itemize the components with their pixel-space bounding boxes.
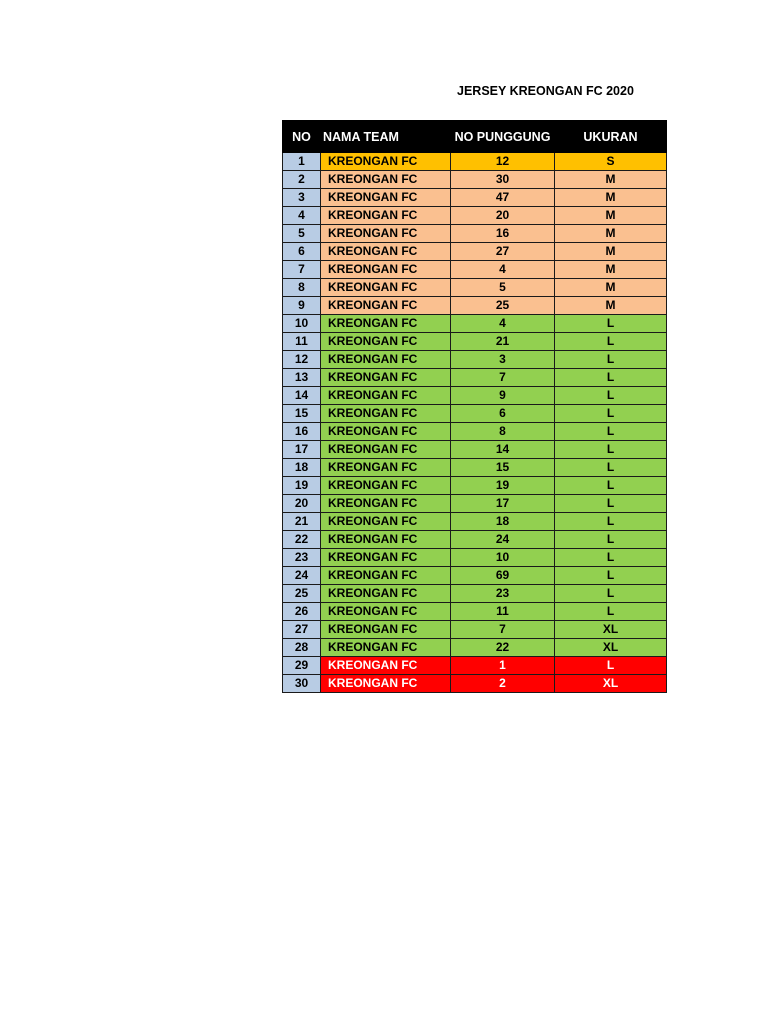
cell-number: 23 (451, 585, 555, 603)
cell-number: 3 (451, 351, 555, 369)
cell-size: L (555, 549, 667, 567)
cell-number: 69 (451, 567, 555, 585)
cell-number: 4 (451, 261, 555, 279)
cell-number: 17 (451, 495, 555, 513)
cell-no: 16 (283, 423, 321, 441)
cell-number: 16 (451, 225, 555, 243)
cell-number: 12 (451, 153, 555, 171)
cell-team: KREONGAN FC (321, 657, 451, 675)
cell-team: KREONGAN FC (321, 675, 451, 693)
cell-team: KREONGAN FC (321, 621, 451, 639)
cell-team: KREONGAN FC (321, 639, 451, 657)
cell-no: 15 (283, 405, 321, 423)
header-number: NO PUNGGUNG (451, 121, 555, 153)
cell-team: KREONGAN FC (321, 261, 451, 279)
cell-no: 30 (283, 675, 321, 693)
cell-number: 5 (451, 279, 555, 297)
cell-number: 11 (451, 603, 555, 621)
cell-size: L (555, 315, 667, 333)
cell-size: M (555, 243, 667, 261)
jersey-table (282, 120, 667, 693)
table-row (283, 207, 667, 225)
cell-no: 12 (283, 351, 321, 369)
table-row (283, 639, 667, 657)
table-row (283, 189, 667, 207)
cell-team: KREONGAN FC (321, 387, 451, 405)
cell-size: XL (555, 621, 667, 639)
cell-no: 20 (283, 495, 321, 513)
table-row (283, 333, 667, 351)
cell-no: 6 (283, 243, 321, 261)
cell-size: M (555, 189, 667, 207)
cell-number: 7 (451, 621, 555, 639)
cell-no: 4 (283, 207, 321, 225)
cell-number: 47 (451, 189, 555, 207)
table-header-row (283, 121, 667, 153)
cell-size: M (555, 207, 667, 225)
cell-no: 5 (283, 225, 321, 243)
table-row (283, 621, 667, 639)
cell-size: L (555, 585, 667, 603)
cell-no: 29 (283, 657, 321, 675)
cell-number: 22 (451, 639, 555, 657)
cell-no: 28 (283, 639, 321, 657)
cell-no: 14 (283, 387, 321, 405)
cell-size: S (555, 153, 667, 171)
cell-team: KREONGAN FC (321, 333, 451, 351)
table-row (283, 243, 667, 261)
cell-team: KREONGAN FC (321, 297, 451, 315)
table-row (283, 153, 667, 171)
cell-size: L (555, 423, 667, 441)
table-row (283, 297, 667, 315)
cell-size: XL (555, 675, 667, 693)
cell-size: L (555, 513, 667, 531)
cell-number: 8 (451, 423, 555, 441)
cell-number: 10 (451, 549, 555, 567)
cell-no: 3 (283, 189, 321, 207)
cell-no: 7 (283, 261, 321, 279)
cell-number: 27 (451, 243, 555, 261)
cell-size: L (555, 387, 667, 405)
cell-number: 2 (451, 675, 555, 693)
table-row (283, 423, 667, 441)
cell-size: L (555, 531, 667, 549)
cell-team: KREONGAN FC (321, 225, 451, 243)
table-row (283, 387, 667, 405)
cell-number: 4 (451, 315, 555, 333)
table-row (283, 315, 667, 333)
cell-team: KREONGAN FC (321, 585, 451, 603)
table-row (283, 657, 667, 675)
cell-size: L (555, 351, 667, 369)
cell-number: 9 (451, 387, 555, 405)
cell-team: KREONGAN FC (321, 351, 451, 369)
cell-team: KREONGAN FC (321, 207, 451, 225)
cell-number: 30 (451, 171, 555, 189)
table-row (283, 225, 667, 243)
table-row (283, 261, 667, 279)
cell-number: 20 (451, 207, 555, 225)
cell-size: XL (555, 639, 667, 657)
cell-no: 21 (283, 513, 321, 531)
cell-no: 10 (283, 315, 321, 333)
cell-number: 25 (451, 297, 555, 315)
cell-size: M (555, 171, 667, 189)
cell-size: L (555, 657, 667, 675)
cell-no: 23 (283, 549, 321, 567)
table-row (283, 585, 667, 603)
cell-number: 21 (451, 333, 555, 351)
header-no: NO (283, 121, 321, 153)
cell-team: KREONGAN FC (321, 513, 451, 531)
cell-team: KREONGAN FC (321, 243, 451, 261)
cell-no: 9 (283, 297, 321, 315)
table-row (283, 675, 667, 693)
cell-team: KREONGAN FC (321, 369, 451, 387)
cell-no: 1 (283, 153, 321, 171)
cell-size: M (555, 297, 667, 315)
table-row (283, 531, 667, 549)
table-row (283, 441, 667, 459)
table-row (283, 513, 667, 531)
table-row (283, 567, 667, 585)
cell-team: KREONGAN FC (321, 549, 451, 567)
table-row (283, 405, 667, 423)
cell-number: 1 (451, 657, 555, 675)
table-row (283, 603, 667, 621)
cell-team: KREONGAN FC (321, 405, 451, 423)
cell-no: 19 (283, 477, 321, 495)
cell-number: 6 (451, 405, 555, 423)
cell-size: L (555, 369, 667, 387)
cell-team: KREONGAN FC (321, 531, 451, 549)
cell-size: L (555, 441, 667, 459)
cell-team: KREONGAN FC (321, 279, 451, 297)
cell-size: L (555, 567, 667, 585)
table-row (283, 495, 667, 513)
table-row (283, 351, 667, 369)
table-row (283, 477, 667, 495)
cell-team: KREONGAN FC (321, 315, 451, 333)
cell-team: KREONGAN FC (321, 567, 451, 585)
cell-number: 18 (451, 513, 555, 531)
document-title: JERSEY KREONGAN FC 2020 (457, 84, 634, 98)
cell-size: L (555, 459, 667, 477)
cell-number: 24 (451, 531, 555, 549)
cell-no: 27 (283, 621, 321, 639)
cell-no: 26 (283, 603, 321, 621)
cell-no: 25 (283, 585, 321, 603)
cell-number: 19 (451, 477, 555, 495)
cell-no: 2 (283, 171, 321, 189)
cell-team: KREONGAN FC (321, 423, 451, 441)
cell-team: KREONGAN FC (321, 171, 451, 189)
cell-size: L (555, 477, 667, 495)
cell-team: KREONGAN FC (321, 477, 451, 495)
cell-team: KREONGAN FC (321, 189, 451, 207)
cell-team: KREONGAN FC (321, 495, 451, 513)
cell-team: KREONGAN FC (321, 441, 451, 459)
cell-no: 17 (283, 441, 321, 459)
header-size: UKURAN (555, 121, 667, 153)
table-row (283, 369, 667, 387)
cell-number: 7 (451, 369, 555, 387)
cell-size: L (555, 603, 667, 621)
cell-team: KREONGAN FC (321, 459, 451, 477)
table-body (283, 153, 667, 693)
cell-number: 15 (451, 459, 555, 477)
cell-size: M (555, 225, 667, 243)
cell-no: 8 (283, 279, 321, 297)
cell-size: M (555, 279, 667, 297)
cell-size: L (555, 495, 667, 513)
table-row (283, 279, 667, 297)
cell-size: L (555, 405, 667, 423)
cell-no: 22 (283, 531, 321, 549)
table-row (283, 171, 667, 189)
cell-size: M (555, 261, 667, 279)
cell-no: 24 (283, 567, 321, 585)
cell-no: 11 (283, 333, 321, 351)
cell-no: 18 (283, 459, 321, 477)
header-team: NAMA TEAM (321, 121, 451, 153)
cell-size: L (555, 333, 667, 351)
cell-team: KREONGAN FC (321, 153, 451, 171)
cell-team: KREONGAN FC (321, 603, 451, 621)
table-row (283, 459, 667, 477)
cell-no: 13 (283, 369, 321, 387)
cell-number: 14 (451, 441, 555, 459)
table-row (283, 549, 667, 567)
